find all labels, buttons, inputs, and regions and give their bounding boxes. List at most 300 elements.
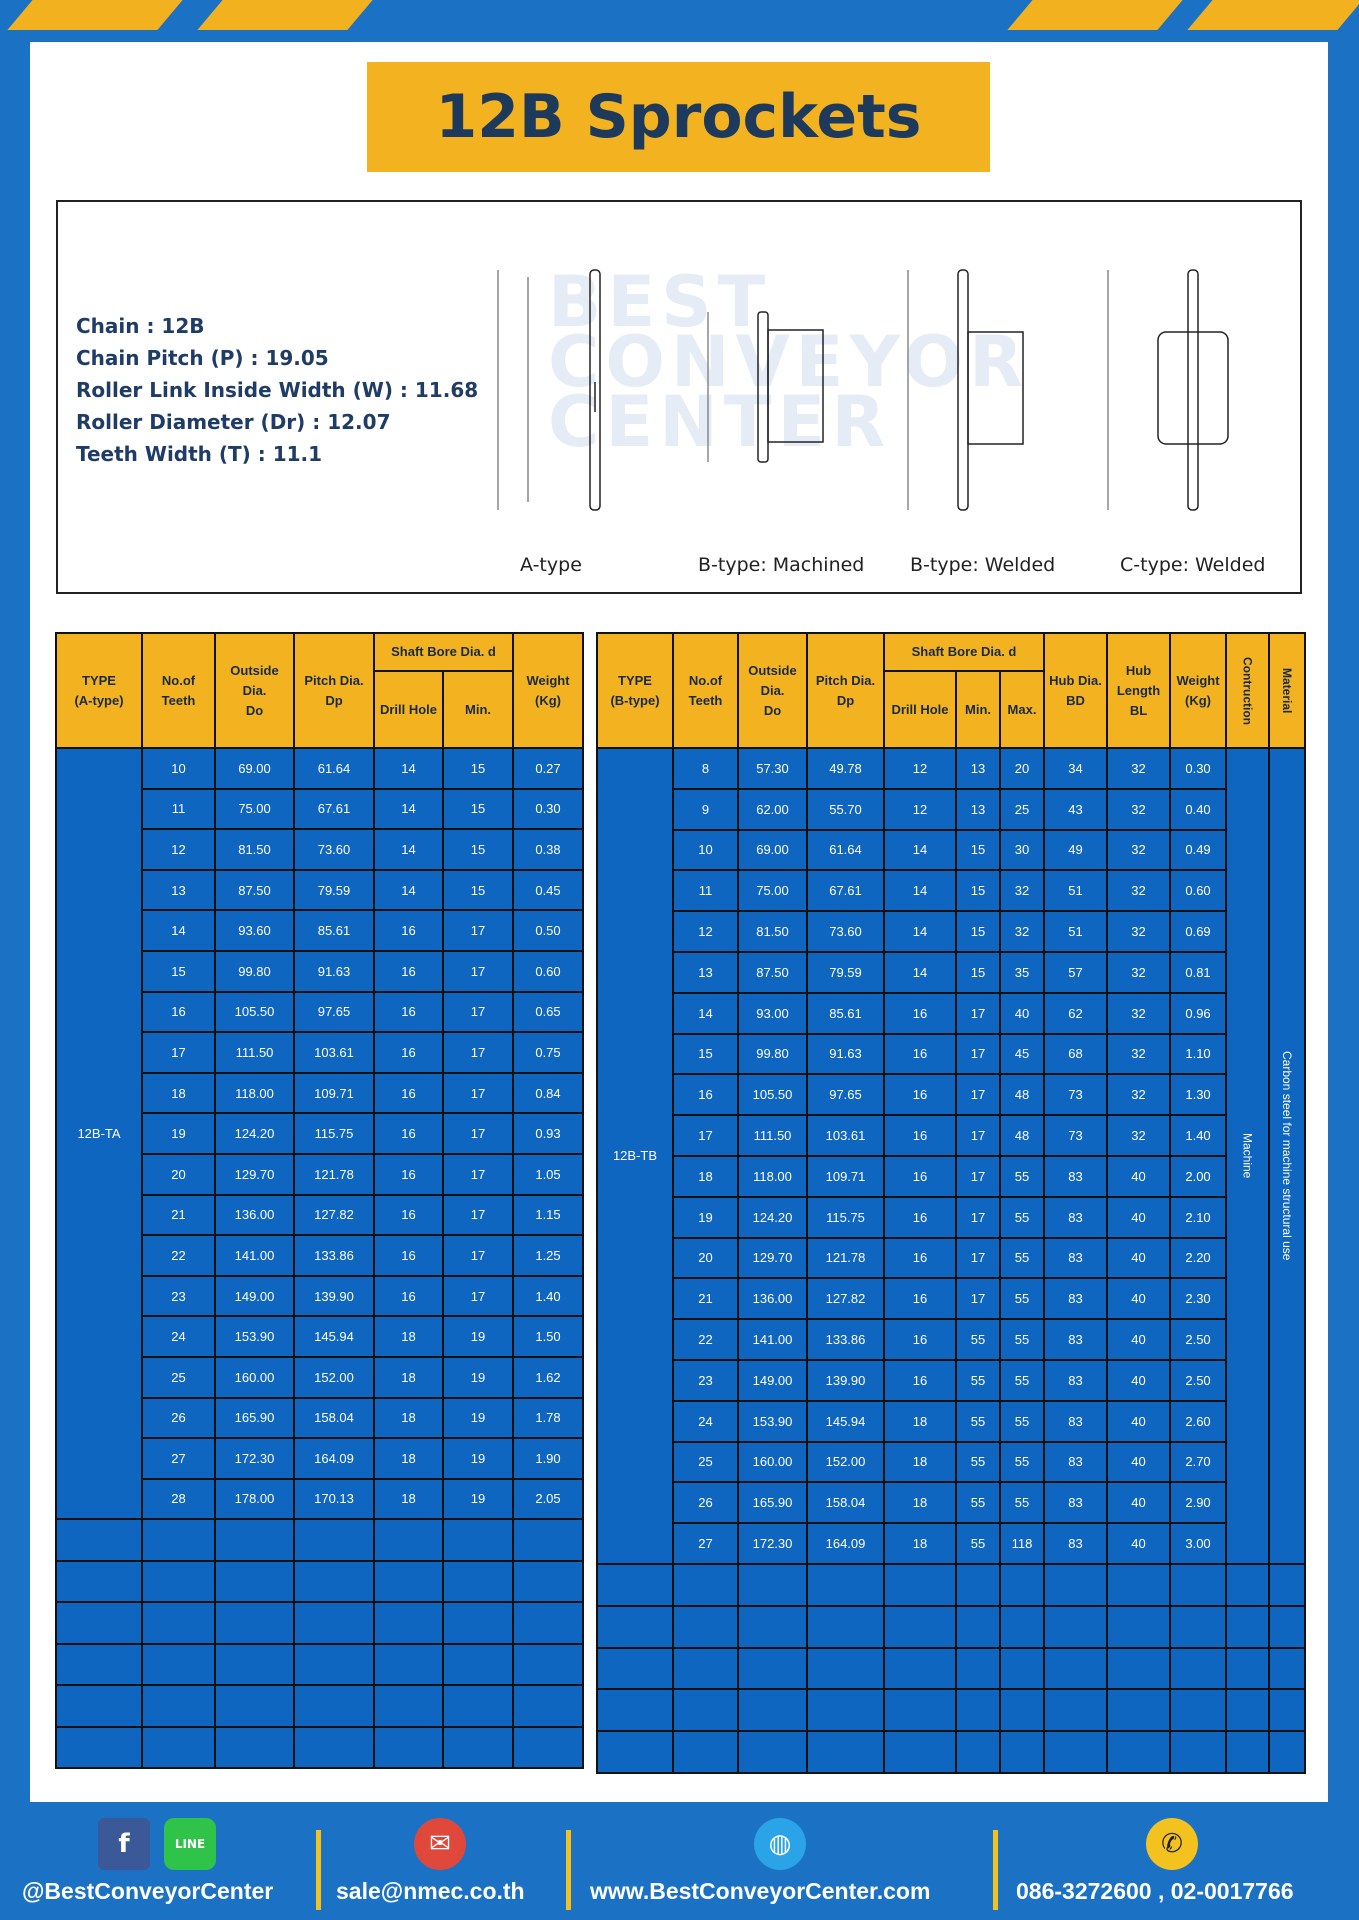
teeth-cell: 21: [142, 1195, 215, 1236]
pitch-dia-cell: 152.00: [294, 1357, 374, 1398]
min-bore-cell: 17: [443, 910, 513, 951]
empty-cell: [1044, 1564, 1107, 1606]
construction-cell: Machine: [1226, 748, 1269, 1564]
header-teeth: No.of Teeth: [673, 633, 738, 748]
teeth-cell: 10: [142, 748, 215, 789]
min-bore-cell: 17: [443, 1154, 513, 1195]
teeth-cell: 23: [142, 1276, 215, 1317]
empty-cell: [884, 1606, 956, 1648]
material-cell: Carbon steel for machine structural use: [1269, 748, 1305, 1564]
empty-cell: [884, 1648, 956, 1690]
header-hub-length: Hub Length BL: [1107, 633, 1170, 748]
phone-icon[interactable]: ✆: [1146, 1818, 1198, 1870]
weight-cell: 1.30: [1170, 1074, 1226, 1115]
hub-dia-cell: 83: [1044, 1442, 1107, 1483]
outside-dia-cell: 165.90: [215, 1398, 294, 1439]
empty-cell: [956, 1606, 1000, 1648]
website-link[interactable]: www.BestConveyorCenter.com: [590, 1878, 931, 1904]
min-bore-cell: 17: [443, 1195, 513, 1236]
weight-cell: 2.90: [1170, 1482, 1226, 1523]
weight-cell: 1.40: [513, 1276, 583, 1317]
weight-cell: 0.65: [513, 992, 583, 1033]
max-bore-cell: 55: [1000, 1401, 1044, 1442]
empty-cell: [374, 1644, 443, 1686]
header-type: TYPE (B-type): [597, 633, 673, 748]
min-bore-cell: 55: [956, 1442, 1000, 1483]
min-bore-cell: 19: [443, 1479, 513, 1520]
outside-dia-cell: 178.00: [215, 1479, 294, 1520]
empty-row: [597, 1731, 1305, 1773]
empty-cell: [1269, 1731, 1305, 1773]
weight-cell: 0.75: [513, 1032, 583, 1073]
empty-cell: [56, 1519, 142, 1561]
pitch-dia-cell: 73.60: [807, 911, 884, 952]
teeth-cell: 10: [673, 830, 738, 871]
hub-length-cell: 40: [1107, 1238, 1170, 1279]
header-shaft-bore: Shaft Bore Dia. d: [374, 633, 513, 671]
empty-row: [56, 1519, 583, 1561]
pitch-dia-cell: 97.65: [294, 992, 374, 1033]
max-bore-cell: 45: [1000, 1034, 1044, 1075]
hub-length-cell: 32: [1107, 911, 1170, 952]
hub-length-cell: 32: [1107, 993, 1170, 1034]
outside-dia-cell: 69.00: [738, 830, 807, 871]
pitch-dia-cell: 55.70: [807, 789, 884, 830]
empty-cell: [807, 1731, 884, 1773]
pitch-dia-cell: 121.78: [807, 1238, 884, 1279]
pitch-dia-cell: 85.61: [294, 910, 374, 951]
facebook-handle[interactable]: @BestConveyorCenter: [22, 1878, 274, 1904]
empty-cell: [215, 1644, 294, 1686]
teeth-cell: 15: [142, 951, 215, 992]
hub-length-cell: 40: [1107, 1523, 1170, 1564]
empty-row: [597, 1648, 1305, 1690]
hub-length-cell: 40: [1107, 1401, 1170, 1442]
weight-cell: 1.90: [513, 1438, 583, 1479]
teeth-cell: 18: [673, 1156, 738, 1197]
empty-cell: [56, 1561, 142, 1603]
globe-icon[interactable]: ◍: [754, 1818, 806, 1870]
empty-cell: [142, 1561, 215, 1603]
empty-cell: [597, 1689, 673, 1731]
teeth-cell: 17: [142, 1032, 215, 1073]
teeth-cell: 16: [673, 1074, 738, 1115]
line-icon[interactable]: LINE: [164, 1818, 216, 1870]
empty-cell: [56, 1727, 142, 1769]
outside-dia-cell: 105.50: [215, 992, 294, 1033]
pitch-dia-cell: 115.75: [294, 1113, 374, 1154]
empty-cell: [513, 1519, 583, 1561]
outside-dia-cell: 81.50: [738, 911, 807, 952]
outside-dia-cell: 87.50: [738, 952, 807, 993]
pitch-dia-cell: 79.59: [294, 870, 374, 911]
empty-cell: [956, 1731, 1000, 1773]
hub-dia-cell: 83: [1044, 1197, 1107, 1238]
page-title: 12B Sprockets: [367, 62, 990, 172]
weight-cell: 1.62: [513, 1357, 583, 1398]
hub-length-cell: 40: [1107, 1197, 1170, 1238]
empty-cell: [513, 1727, 583, 1769]
min-bore-cell: 17: [443, 992, 513, 1033]
teeth-cell: 20: [673, 1238, 738, 1279]
a-type-drawing: [498, 270, 600, 510]
max-bore-cell: 55: [1000, 1442, 1044, 1483]
empty-cell: [1170, 1606, 1226, 1648]
empty-cell: [374, 1561, 443, 1603]
teeth-cell: 13: [673, 952, 738, 993]
hub-dia-cell: 83: [1044, 1401, 1107, 1442]
hub-dia-cell: 83: [1044, 1238, 1107, 1279]
weight-cell: 0.30: [1170, 748, 1226, 789]
empty-cell: [294, 1644, 374, 1686]
header-type: TYPE (A-type): [56, 633, 142, 748]
table-a-type: [55, 632, 584, 1769]
empty-cell: [1226, 1648, 1269, 1690]
outside-dia-cell: 93.00: [738, 993, 807, 1034]
min-bore-cell: 55: [956, 1401, 1000, 1442]
outside-dia-cell: 99.80: [215, 951, 294, 992]
teeth-cell: 26: [142, 1398, 215, 1439]
outside-dia-cell: 75.00: [738, 870, 807, 911]
weight-cell: 0.40: [1170, 789, 1226, 830]
empty-cell: [215, 1561, 294, 1603]
teeth-cell: 16: [142, 992, 215, 1033]
empty-cell: [884, 1731, 956, 1773]
min-bore-cell: 15: [443, 748, 513, 789]
phone-numbers[interactable]: 086-3272600 , 02-0017766: [1016, 1878, 1294, 1904]
label-a-type: A-type: [520, 554, 582, 576]
outside-dia-cell: 129.70: [215, 1154, 294, 1195]
empty-cell: [597, 1731, 673, 1773]
type-cell: 12B-TB: [597, 748, 673, 1564]
empty-cell: [513, 1561, 583, 1603]
min-bore-cell: 15: [956, 911, 1000, 952]
header-material: Material: [1269, 633, 1305, 748]
empty-cell: [1226, 1606, 1269, 1648]
table-row: [597, 1523, 1305, 1564]
empty-cell: [1107, 1648, 1170, 1690]
pitch-dia-cell: 158.04: [807, 1482, 884, 1523]
teeth-cell: 13: [142, 870, 215, 911]
pitch-dia-cell: 61.64: [807, 830, 884, 871]
empty-cell: [294, 1561, 374, 1603]
drill-hole-cell: 16: [374, 951, 443, 992]
spec-width: Roller Link Inside Width (W) : 11.68: [76, 378, 479, 402]
weight-cell: 2.05: [513, 1479, 583, 1520]
pitch-dia-cell: 103.61: [807, 1115, 884, 1156]
hub-dia-cell: 51: [1044, 911, 1107, 952]
max-bore-cell: 30: [1000, 830, 1044, 871]
teeth-cell: 18: [142, 1073, 215, 1114]
table-row: [597, 993, 1305, 1034]
drill-hole-cell: 12: [884, 789, 956, 830]
drill-hole-cell: 18: [884, 1442, 956, 1483]
outside-dia-cell: 124.20: [215, 1113, 294, 1154]
min-bore-cell: 55: [956, 1360, 1000, 1401]
min-bore-cell: 17: [443, 1235, 513, 1276]
empty-cell: [294, 1519, 374, 1561]
spec-roller: Roller Diameter (Dr) : 12.07: [76, 410, 391, 434]
header-shaft-bore: Shaft Bore Dia. d: [884, 633, 1044, 671]
empty-row: [597, 1606, 1305, 1648]
pitch-dia-cell: 73.60: [294, 829, 374, 870]
max-bore-cell: 35: [1000, 952, 1044, 993]
min-bore-cell: 17: [443, 1276, 513, 1317]
weight-cell: 1.78: [513, 1398, 583, 1439]
table-row: [597, 1238, 1305, 1279]
drill-hole-cell: 14: [884, 830, 956, 871]
teeth-cell: 12: [673, 911, 738, 952]
drill-hole-cell: 16: [884, 993, 956, 1034]
weight-cell: 0.49: [1170, 830, 1226, 871]
min-bore-cell: 15: [443, 870, 513, 911]
empty-row: [56, 1644, 583, 1686]
outside-dia-cell: 99.80: [738, 1034, 807, 1075]
min-bore-cell: 55: [956, 1319, 1000, 1360]
header-pitch-dia: Pitch Dia. Dp: [807, 633, 884, 748]
min-bore-cell: 15: [956, 952, 1000, 993]
pitch-dia-cell: 49.78: [807, 748, 884, 789]
outside-dia-cell: 149.00: [215, 1276, 294, 1317]
weight-cell: 2.20: [1170, 1238, 1226, 1279]
empty-row: [56, 1602, 583, 1644]
empty-cell: [374, 1519, 443, 1561]
min-bore-cell: 19: [443, 1357, 513, 1398]
empty-cell: [597, 1606, 673, 1648]
teeth-cell: 21: [673, 1278, 738, 1319]
teeth-cell: 9: [673, 789, 738, 830]
empty-cell: [1269, 1606, 1305, 1648]
empty-cell: [294, 1602, 374, 1644]
empty-cell: [294, 1685, 374, 1727]
empty-cell: [738, 1564, 807, 1606]
drill-hole-cell: 16: [374, 1032, 443, 1073]
weight-cell: 1.25: [513, 1235, 583, 1276]
min-bore-cell: 55: [956, 1523, 1000, 1564]
max-bore-cell: 118: [1000, 1523, 1044, 1564]
outside-dia-cell: 136.00: [738, 1278, 807, 1319]
hub-length-cell: 40: [1107, 1360, 1170, 1401]
max-bore-cell: 48: [1000, 1115, 1044, 1156]
drill-hole-cell: 18: [374, 1357, 443, 1398]
pitch-dia-cell: 61.64: [294, 748, 374, 789]
empty-cell: [374, 1685, 443, 1727]
max-bore-cell: 32: [1000, 870, 1044, 911]
empty-cell: [142, 1685, 215, 1727]
weight-cell: 3.00: [1170, 1523, 1226, 1564]
pitch-dia-cell: 85.61: [807, 993, 884, 1034]
empty-cell: [374, 1727, 443, 1769]
empty-cell: [807, 1606, 884, 1648]
min-bore-cell: 17: [956, 1156, 1000, 1197]
empty-cell: [443, 1727, 513, 1769]
table-row: [597, 1115, 1305, 1156]
empty-cell: [673, 1648, 738, 1690]
hub-dia-cell: 83: [1044, 1482, 1107, 1523]
weight-cell: 1.10: [1170, 1034, 1226, 1075]
label-b-welded: B-type: Welded: [910, 554, 1056, 576]
pitch-dia-cell: 127.82: [294, 1195, 374, 1236]
outside-dia-cell: 172.30: [215, 1438, 294, 1479]
max-bore-cell: 55: [1000, 1360, 1044, 1401]
outside-dia-cell: 153.90: [738, 1401, 807, 1442]
header-min: Min.: [956, 671, 1000, 748]
outside-dia-cell: 141.00: [215, 1235, 294, 1276]
empty-cell: [215, 1685, 294, 1727]
empty-cell: [738, 1648, 807, 1690]
empty-cell: [215, 1602, 294, 1644]
email-icon[interactable]: ✉: [414, 1818, 466, 1870]
pitch-dia-cell: 133.86: [807, 1319, 884, 1360]
weight-cell: 2.70: [1170, 1442, 1226, 1483]
empty-cell: [1226, 1564, 1269, 1606]
header-drill-hole: Drill Hole: [374, 671, 443, 748]
min-bore-cell: 17: [956, 1115, 1000, 1156]
drill-hole-cell: 18: [374, 1438, 443, 1479]
max-bore-cell: 55: [1000, 1238, 1044, 1279]
hub-length-cell: 32: [1107, 830, 1170, 871]
empty-cell: [142, 1519, 215, 1561]
teeth-cell: 19: [673, 1197, 738, 1238]
outside-dia-cell: 165.90: [738, 1482, 807, 1523]
weight-cell: 0.50: [513, 910, 583, 951]
empty-cell: [56, 1602, 142, 1644]
drill-hole-cell: 16: [374, 1276, 443, 1317]
pitch-dia-cell: 67.61: [807, 870, 884, 911]
teeth-cell: 15: [673, 1034, 738, 1075]
drill-hole-cell: 18: [884, 1482, 956, 1523]
label-b-machined: B-type: Machined: [698, 554, 865, 576]
decor-stripe: [7, 0, 182, 30]
header-drill-hole: Drill Hole: [884, 671, 956, 748]
empty-cell: [956, 1564, 1000, 1606]
outside-dia-cell: 81.50: [215, 829, 294, 870]
empty-cell: [738, 1731, 807, 1773]
weight-cell: 2.00: [1170, 1156, 1226, 1197]
outside-dia-cell: 149.00: [738, 1360, 807, 1401]
outside-dia-cell: 69.00: [215, 748, 294, 789]
empty-cell: [142, 1644, 215, 1686]
table-row: [597, 1319, 1305, 1360]
hub-dia-cell: 73: [1044, 1074, 1107, 1115]
table-row: [597, 1278, 1305, 1319]
weight-cell: 2.50: [1170, 1319, 1226, 1360]
outside-dia-cell: 57.30: [738, 748, 807, 789]
hub-dia-cell: 83: [1044, 1319, 1107, 1360]
pitch-dia-cell: 121.78: [294, 1154, 374, 1195]
empty-cell: [673, 1606, 738, 1648]
drill-hole-cell: 14: [374, 789, 443, 830]
outside-dia-cell: 160.00: [215, 1357, 294, 1398]
drill-hole-cell: 16: [884, 1115, 956, 1156]
teeth-cell: 28: [142, 1479, 215, 1520]
empty-cell: [1269, 1564, 1305, 1606]
empty-cell: [1000, 1648, 1044, 1690]
hub-dia-cell: 83: [1044, 1523, 1107, 1564]
empty-cell: [1044, 1606, 1107, 1648]
teeth-cell: 20: [142, 1154, 215, 1195]
outside-dia-cell: 87.50: [215, 870, 294, 911]
hub-length-cell: 32: [1107, 1034, 1170, 1075]
min-bore-cell: 19: [443, 1438, 513, 1479]
empty-cell: [1000, 1564, 1044, 1606]
spec-chain: Chain : 12B: [76, 314, 205, 338]
empty-cell: [443, 1685, 513, 1727]
min-bore-cell: 17: [956, 1034, 1000, 1075]
table-row: [597, 830, 1305, 871]
pitch-dia-cell: 103.61: [294, 1032, 374, 1073]
drill-hole-cell: 14: [374, 748, 443, 789]
header-hub-dia: Hub Dia. BD: [1044, 633, 1107, 748]
table-b-type: [596, 632, 1306, 1774]
outside-dia-cell: 111.50: [738, 1115, 807, 1156]
teeth-cell: 19: [142, 1113, 215, 1154]
min-bore-cell: 17: [443, 1073, 513, 1114]
drill-hole-cell: 18: [374, 1316, 443, 1357]
table-row: [56, 748, 583, 789]
hub-length-cell: 40: [1107, 1278, 1170, 1319]
min-bore-cell: 17: [956, 993, 1000, 1034]
weight-cell: 0.38: [513, 829, 583, 870]
empty-cell: [1226, 1689, 1269, 1731]
max-bore-cell: 20: [1000, 748, 1044, 789]
empty-cell: [1170, 1731, 1226, 1773]
teeth-cell: 27: [673, 1523, 738, 1564]
table-row: [597, 1074, 1305, 1115]
drill-hole-cell: 14: [374, 870, 443, 911]
weight-cell: 2.50: [1170, 1360, 1226, 1401]
outside-dia-cell: 141.00: [738, 1319, 807, 1360]
empty-cell: [1044, 1648, 1107, 1690]
empty-cell: [884, 1689, 956, 1731]
hub-dia-cell: 83: [1044, 1360, 1107, 1401]
weight-cell: 0.45: [513, 870, 583, 911]
empty-cell: [1269, 1648, 1305, 1690]
empty-cell: [1044, 1689, 1107, 1731]
empty-cell: [1107, 1606, 1170, 1648]
weight-cell: 2.60: [1170, 1401, 1226, 1442]
watermark-logo: BEST CONVEYOR CENTER: [548, 261, 1030, 463]
drill-hole-cell: 16: [374, 992, 443, 1033]
min-bore-cell: 17: [956, 1074, 1000, 1115]
drill-hole-cell: 16: [374, 910, 443, 951]
min-bore-cell: 13: [956, 789, 1000, 830]
outside-dia-cell: 153.90: [215, 1316, 294, 1357]
drill-hole-cell: 14: [884, 870, 956, 911]
b-welded-drawing: [908, 270, 1023, 510]
empty-cell: [1107, 1564, 1170, 1606]
drill-hole-cell: 14: [884, 952, 956, 993]
pitch-dia-cell: 91.63: [294, 951, 374, 992]
pitch-dia-cell: 115.75: [807, 1197, 884, 1238]
pitch-dia-cell: 133.86: [294, 1235, 374, 1276]
min-bore-cell: 13: [956, 748, 1000, 789]
divider: [316, 1830, 321, 1910]
empty-cell: [884, 1564, 956, 1606]
empty-cell: [1170, 1689, 1226, 1731]
table-row: [597, 911, 1305, 952]
empty-cell: [443, 1519, 513, 1561]
decor-stripe: [197, 0, 372, 30]
empty-cell: [215, 1727, 294, 1769]
weight-cell: 2.10: [1170, 1197, 1226, 1238]
empty-cell: [1226, 1731, 1269, 1773]
weight-cell: 1.15: [513, 1195, 583, 1236]
header-weight: Weight (Kg): [1170, 633, 1226, 748]
email-link[interactable]: sale@nmec.co.th: [336, 1878, 525, 1904]
table-row: [597, 748, 1305, 789]
facebook-icon[interactable]: f: [98, 1818, 150, 1870]
